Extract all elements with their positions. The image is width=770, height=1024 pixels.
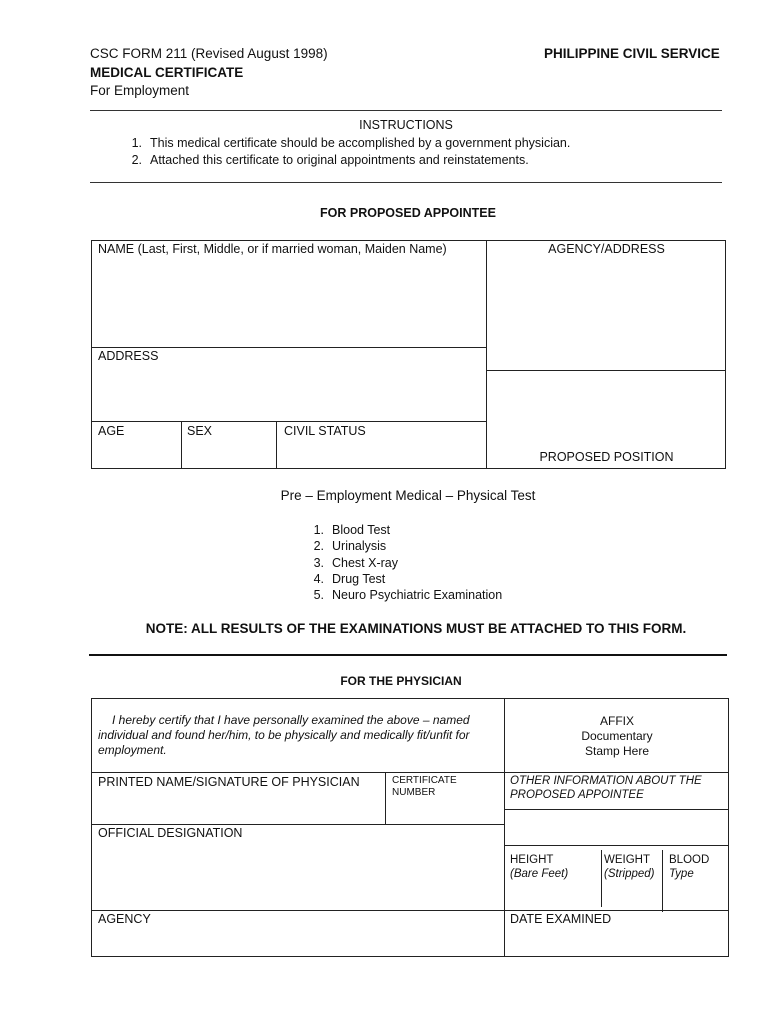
printed-name-label: PRINTED NAME/SIGNATURE OF PHYSICIAN [98, 775, 360, 789]
weight-label: WEIGHT (Stripped) [604, 854, 655, 880]
official-designation-label: OFFICIAL DESIGNATION [98, 826, 243, 840]
stamp-area: AFFIX Documentary Stamp Here [581, 714, 653, 758]
test-item: 2. Urinalysis [313, 539, 387, 554]
form-title: MEDICAL CERTIFICATE [90, 65, 244, 80]
tests-heading: Pre – Employment Medical – Physical Test [280, 488, 536, 503]
test-item: 5. Neuro Psychiatric Examination [313, 588, 503, 603]
address-field-label: ADDRESS [98, 349, 159, 363]
date-examined-label: DATE EXAMINED [510, 912, 612, 926]
agency-address-label: AGENCY/ADDRESS [548, 242, 665, 256]
proposed-position-label: PROPOSED POSITION [539, 450, 674, 464]
section-rule [89, 654, 727, 656]
attachment-note: NOTE: ALL RESULTS OF THE EXAMINATIONS MUST BE ATTACHED TO THIS FORM. [145, 621, 687, 636]
blood-type-label: BLOOD Type [669, 854, 710, 880]
agency-field-label: AGENCY [98, 912, 151, 926]
test-item: 1. Blood Test [313, 523, 391, 537]
divider-instructions [90, 182, 722, 184]
civil-status-field-label: CIVIL STATUS [284, 424, 366, 438]
test-item: 4. Drug Test [313, 571, 386, 586]
sex-field-label: SEX [187, 424, 213, 438]
form-code: CSC FORM 211 (Revised August 1998) [90, 46, 328, 61]
height-label: HEIGHT (Bare Feet) [510, 854, 569, 880]
issuing-agency: PHILIPPINE CIVIL SERVICE [544, 46, 720, 61]
divider-top [90, 110, 722, 112]
instruction-item: 2. Attached this certificate to original appointments and reinstatements. [131, 153, 529, 168]
certificate-number-label: CERTIFICATE NUMBER [392, 775, 457, 798]
certification-statement: I hereby certify that I have personally examined the above – named individual and found her/him, to be physically and medically fit/unfit for employment. [98, 713, 470, 757]
tests-list [300, 523, 502, 604]
appointee-heading: FOR PROPOSED APPOINTEE [320, 206, 496, 220]
other-info-label: OTHER INFORMATION ABOUT THE PROPOSED APPOINTEE [510, 775, 702, 801]
physician-heading: FOR THE PHYSICIAN [340, 674, 462, 688]
age-field-label: AGE [98, 424, 125, 438]
instructions-heading: INSTRUCTIONS [359, 118, 453, 132]
form-subtitle: For Employment [90, 83, 190, 98]
test-item: 3. Chest X-ray [313, 555, 398, 570]
instructions-list [118, 136, 570, 170]
name-field-label: NAME (Last, First, Middle, or if married woman, Maiden Name) [98, 242, 447, 256]
instruction-item: 1. This medical certificate should be accomplished by a government physician. [131, 136, 571, 150]
